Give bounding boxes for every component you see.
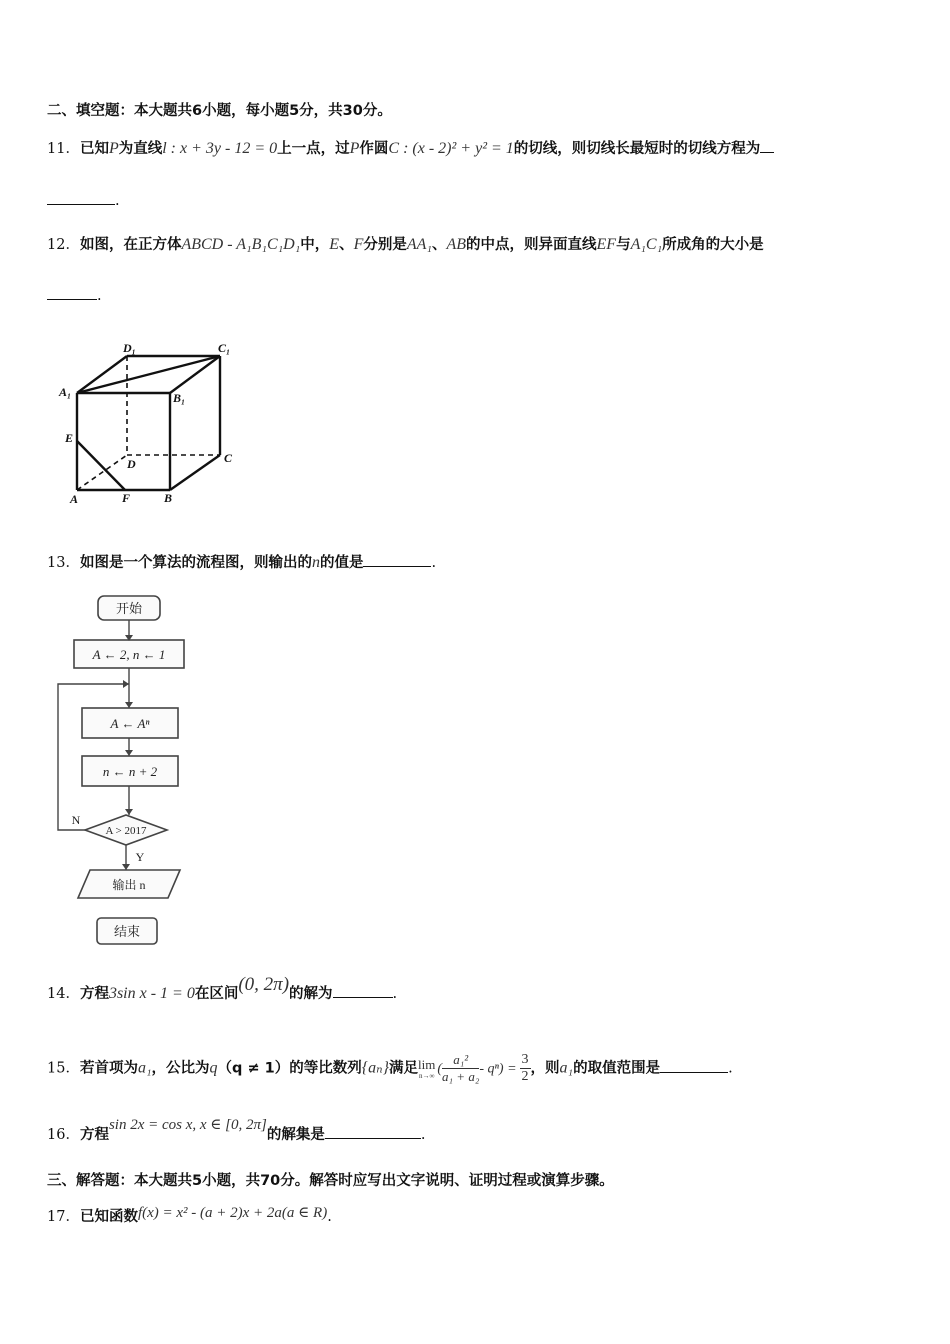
answer-blank[interactable] — [363, 564, 431, 567]
label-e: E — [65, 431, 74, 445]
point-p: P — [108, 140, 119, 157]
increment-label: n ← n + 2 — [102, 764, 158, 779]
point-e: E — [329, 236, 340, 253]
q15-text-4: 满足 — [389, 1060, 419, 1077]
limit-operator — [418, 1058, 435, 1080]
period: . — [97, 288, 102, 304]
init-label: A ← 2, n ← 1 — [92, 647, 166, 662]
q11-text-4: 作圆 — [359, 141, 389, 157]
segment-ef: EF — [596, 236, 617, 253]
q15-text-3: 的等比数列 — [289, 1060, 362, 1077]
period: . — [431, 555, 437, 571]
q11-text-3: 上一点，过 — [277, 141, 350, 157]
separator: 、 — [431, 237, 447, 253]
answer-blank[interactable] — [760, 150, 774, 153]
question-number: 14． — [47, 986, 80, 1002]
label-d1: D₁ — [123, 341, 136, 355]
edge-bc — [170, 455, 220, 490]
arrowhead — [123, 680, 129, 688]
section-3-heading: 三、解答题：本大题共5小题，共70分。解答时应写出文字说明、证明过程或演算步骤。 — [47, 1173, 614, 1189]
assign-label: A ← Aⁿ — [110, 716, 150, 731]
question-11-cont — [47, 190, 120, 212]
fraction-numerator: a₁² — [442, 1052, 479, 1069]
period: . — [115, 193, 120, 209]
answer-blank[interactable] — [660, 1070, 728, 1073]
separator: 、 — [339, 237, 354, 253]
cube-figure — [55, 338, 255, 508]
q16-text-2: 的解集是 — [266, 1127, 325, 1143]
question-14 — [47, 974, 398, 1005]
interval: (0, 2π) — [238, 974, 290, 995]
answer-blank[interactable] — [47, 202, 115, 205]
label-b: B — [164, 491, 173, 505]
question-15: 15．若首项为a₁，公比为q（q ≠ 1）的等比数列{aₙ}满足 lim n→∞ ( $\frac{\text{a₁²}}{\text{a₁ + a₂}}$ - qⁿ) = $\frac{3}{2}$ ，则a₁的取值范围是 . — [47, 1052, 733, 1084]
period: . — [728, 1060, 733, 1077]
answer-blank[interactable] — [333, 995, 393, 998]
point-f: F — [353, 236, 364, 253]
line-equation: l : x + 3y - 12 = 0 — [162, 140, 278, 157]
q14-text-2: 在区间 — [194, 986, 239, 1002]
q11-text-1: 已知 — [79, 141, 109, 157]
question-number: 11． — [47, 141, 80, 157]
label-c1: C₁ — [218, 341, 231, 355]
q12-text-4: 的中点，则异面直线 — [466, 237, 597, 253]
question-number: 16． — [47, 1127, 80, 1143]
q15-text-1: 若首项为 — [79, 1060, 138, 1077]
q12-text-5: 与 — [616, 237, 631, 253]
segment-a1c1: A₁C₁ — [630, 236, 663, 253]
rhs-denominator: 2 — [521, 1069, 529, 1084]
diagonal-a1c1 — [77, 356, 220, 393]
arrowhead — [125, 702, 133, 708]
yes-label: Y — [135, 850, 145, 864]
segment-ab: AB — [446, 236, 467, 253]
q12-text-1: 如图，在正方体 — [79, 237, 182, 253]
a1: a₁ — [137, 1059, 152, 1077]
question-13 — [47, 552, 436, 574]
variable-n: n — [311, 554, 320, 571]
period: . — [392, 986, 398, 1002]
fraction — [442, 1052, 479, 1085]
q15-text-5: ，则 — [530, 1060, 560, 1077]
rhs-numerator: 3 — [521, 1052, 529, 1067]
condition-label: A > 2017 — [105, 825, 147, 837]
q12-text-2: 中， — [300, 237, 330, 253]
end-label: 结束 — [113, 924, 141, 939]
q14-text-1: 方程 — [79, 986, 109, 1002]
a1: a₁ — [559, 1059, 574, 1077]
point-p: P — [349, 140, 360, 157]
lim-subscript: n→∞ — [418, 1071, 435, 1080]
equation: 3sin x - 1 = 0 — [108, 985, 195, 1002]
q17-text-1: 已知函数 — [79, 1209, 138, 1225]
limit-rest: - qⁿ) = — [479, 1061, 517, 1077]
q14-text-3: 的解为 — [289, 986, 333, 1002]
question-number: 17． — [47, 1209, 80, 1225]
label-a1: A₁ — [59, 385, 72, 399]
question-16 — [47, 1117, 426, 1146]
question-12-cont — [47, 285, 102, 307]
q13-text-1: 如图是一个算法的流程图，则输出的 — [79, 555, 312, 571]
arrowhead — [122, 864, 130, 870]
section-2-heading: 二、填空题：本大题共6小题，每小题5分，共30分。 — [47, 103, 392, 119]
q11-text-2: 为直线 — [118, 141, 163, 157]
arrowhead — [125, 809, 133, 815]
circle-equation: C : (x - 2)² + y² = 1 — [388, 140, 514, 157]
ratio-q: q — [209, 1059, 218, 1077]
period: . — [327, 1209, 332, 1225]
question-12 — [47, 234, 764, 256]
start-label: 开始 — [115, 601, 143, 616]
q15-text-2: ，公比为 — [151, 1060, 210, 1077]
sequence: {aₙ} — [361, 1059, 390, 1077]
cube-label: ABCD - A₁B₁C₁D₁ — [181, 236, 301, 253]
equation: sin 2x = cos x, x ∈ [0, 2π] — [108, 1117, 267, 1133]
arrowhead — [125, 750, 133, 756]
no-label: N — [71, 813, 81, 827]
segment-ef-line — [77, 441, 125, 490]
q12-text-6: 所成角的大小是 — [662, 237, 764, 253]
label-a: A — [70, 492, 79, 506]
segment-aa1: AA₁ — [406, 236, 432, 253]
question-number: 12． — [47, 237, 80, 253]
rhs-fraction — [520, 1052, 531, 1085]
q-condition: （q ≠ 1） — [217, 1060, 290, 1077]
function-definition: f(x) = x² - (a + 2)x + 2a(a ∈ R) — [137, 1205, 328, 1221]
question-11 — [47, 138, 774, 160]
q15-text-6: 的取值范围是 — [573, 1060, 661, 1077]
q16-text-1: 方程 — [79, 1127, 109, 1143]
q11-text-5: 的切线，则切线长最短时的切线方程为 — [513, 141, 761, 157]
question-17 — [47, 1206, 332, 1228]
period: . — [420, 1127, 426, 1143]
label-c: C — [224, 451, 233, 465]
flowchart-figure — [50, 588, 210, 950]
label-f: F — [122, 491, 131, 505]
question-number: 15． — [47, 1060, 80, 1077]
question-number: 13． — [47, 555, 80, 571]
lim-text: lim — [418, 1056, 436, 1072]
label-b1: B₁ — [173, 391, 186, 405]
fraction-denominator: a₁ + a₂ — [442, 1069, 480, 1084]
answer-blank[interactable] — [325, 1136, 421, 1139]
output-label: 输出 n — [112, 878, 146, 892]
label-d: D — [127, 457, 136, 471]
q13-text-2: 的值是 — [319, 555, 364, 571]
q12-text-3: 分别是 — [363, 237, 407, 253]
answer-blank[interactable] — [47, 297, 97, 300]
